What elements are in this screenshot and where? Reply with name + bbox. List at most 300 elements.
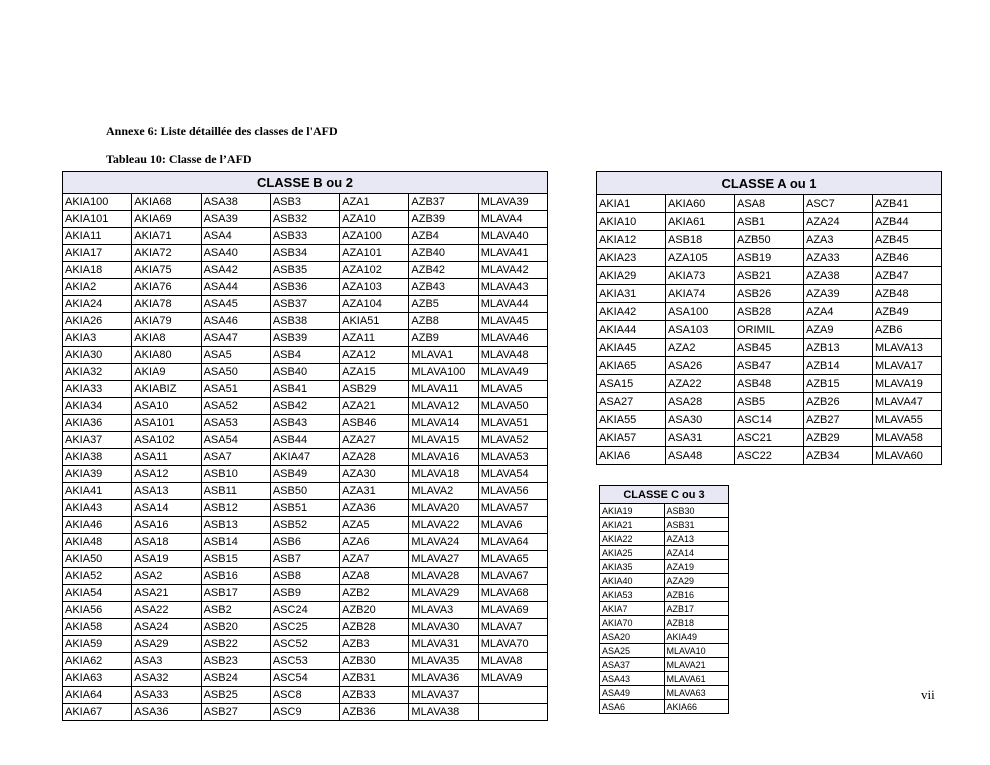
table-cell: MLAVA29 [409,585,478,602]
table-cell: AKIA31 [597,285,666,303]
table-cell: AKIA80 [132,347,201,364]
table-cell: ASB19 [735,249,804,267]
table-row [600,518,729,532]
table-cell: AKIA9 [132,364,201,381]
table-cell: AZA102 [340,262,409,279]
table-cell: AZB14 [804,357,873,375]
table-cell: AKIA23 [597,249,666,267]
table-cell: ASB51 [270,500,339,517]
table-cell: ASA13 [132,483,201,500]
table-cell: MLAVA18 [409,466,478,483]
table-cell: AZA21 [340,398,409,415]
table-cell: MLAVA63 [664,686,729,700]
table-row [597,285,942,303]
table-row [600,630,729,644]
table-cell: MLAVA4 [478,211,547,228]
table-cell: AKIA50 [63,551,132,568]
table-cell: ASC53 [270,653,339,670]
table-cell: AZB13 [804,339,873,357]
table-cell: ASA40 [201,245,270,262]
table-cell: AZA38 [804,267,873,285]
table-cell: AKIA26 [63,313,132,330]
table-cell: ASB1 [735,213,804,231]
table-cell: ASA37 [600,658,665,672]
table-cell: AKIA12 [597,231,666,249]
table-row [63,347,548,364]
table-cell: ASC52 [270,636,339,653]
table-cell: ASB28 [735,303,804,321]
table-cell: AKIA52 [63,568,132,585]
table-cell: ASA26 [666,357,735,375]
table-cell: AKIA67 [63,704,132,721]
table-row [63,636,548,653]
table-cell: ASA21 [132,585,201,602]
table-cell: ASA22 [132,602,201,619]
table-cell: AKIA25 [600,546,665,560]
table-cell: AKIA32 [63,364,132,381]
table-cell: AZB2 [340,585,409,602]
class-c-body [600,504,729,714]
table-cell: ASA43 [600,672,665,686]
table-cell: ASB42 [270,398,339,415]
table-row [63,704,548,721]
table-row [597,303,942,321]
table-cell: ASB10 [201,466,270,483]
table-cell: AZB41 [873,195,942,213]
table-cell: ASA16 [132,517,201,534]
table-cell: ASA19 [132,551,201,568]
table-cell: MLAVA56 [478,483,547,500]
table-cell: AZB47 [873,267,942,285]
table-cell: ASA29 [132,636,201,653]
table-cell: ASB25 [201,687,270,704]
table-cell: ASB46 [340,415,409,432]
table-cell: ASB48 [735,375,804,393]
table-row [63,296,548,313]
table-row [600,574,729,588]
table-cell: AZA1 [340,194,409,211]
table-cell: AZA10 [340,211,409,228]
table-cell: AKIA21 [600,518,665,532]
table-cell: MLAVA35 [409,653,478,670]
class-c-title: CLASSE C ou 3 [600,486,729,504]
table-cell: AZA29 [664,574,729,588]
table-row [600,658,729,672]
table-row [63,670,548,687]
table-cell: AZA28 [340,449,409,466]
table-cell: MLAVA57 [478,500,547,517]
table-cell: AKIA10 [597,213,666,231]
table-cell: MLAVA39 [478,194,547,211]
table-cell: MLAVA38 [409,704,478,721]
table-cell: AKIA61 [666,213,735,231]
table-cell: ASA24 [132,619,201,636]
table-cell: ASB21 [735,267,804,285]
table-row [600,672,729,686]
table-cell: MLAVA30 [409,619,478,636]
table-cell: AKIA100 [63,194,132,211]
page-number: vii [921,687,935,702]
table-cell: MLAVA65 [478,551,547,568]
table-row [63,211,548,228]
table-cell: AZB31 [340,670,409,687]
table-cell: AKIA68 [132,194,201,211]
table-cell: ASB20 [201,619,270,636]
table-cell: AKIA78 [132,296,201,313]
table-cell: AKIA38 [63,449,132,466]
table-cell: AKIA44 [597,321,666,339]
table-cell: ASA53 [201,415,270,432]
table-cell: ASB24 [201,670,270,687]
table-row [63,194,548,211]
table-cell: ASA15 [597,375,666,393]
table-cell: AZA31 [340,483,409,500]
table-cell: AKIA54 [63,585,132,602]
table-cell: AKIA33 [63,381,132,398]
table-cell: AZB4 [409,228,478,245]
table-cell: AKIA41 [63,483,132,500]
table-cell: ASA39 [201,211,270,228]
table-cell: MLAVA37 [409,687,478,704]
table-cell: AZB15 [804,375,873,393]
table-cell: ASA6 [600,700,665,714]
table-cell: ASA51 [201,381,270,398]
class-b-body [63,194,548,721]
table-row [600,602,729,616]
table-cell: AZA39 [804,285,873,303]
table-cell: AKIA18 [63,262,132,279]
table-row [600,546,729,560]
table-cell: AZB5 [409,296,478,313]
table-cell: AKIA48 [63,534,132,551]
table-row [63,432,548,449]
table-cell: ASB13 [201,517,270,534]
table-cell: MLAVA9 [478,670,547,687]
table-cell: MLAVA69 [478,602,547,619]
table-cell: ASA8 [735,195,804,213]
table-cell: AKIA36 [63,415,132,432]
table-cell: AZB30 [340,653,409,670]
table-row [63,585,548,602]
table-cell: AZA19 [664,560,729,574]
table-cell: MLAVA6 [478,517,547,534]
table-cell: AKIA11 [63,228,132,245]
table-cell: ASA20 [600,630,665,644]
table-cell: MLAVA5 [478,381,547,398]
table-cell: ASA4 [201,228,270,245]
table-cell: AKIA29 [597,267,666,285]
table-cell: ASA45 [201,296,270,313]
table-cell: MLAVA58 [873,429,942,447]
table-cell: ASA31 [666,429,735,447]
table-cell: MLAVA21 [664,658,729,672]
table-row [600,504,729,518]
table-cell: ASB22 [201,636,270,653]
table-cell: MLAVA67 [478,568,547,585]
table-cell: AZB49 [873,303,942,321]
table-row [597,411,942,429]
class-c-table [599,485,729,714]
table-cell: ASB14 [201,534,270,551]
table-cell: MLAVA44 [478,296,547,313]
table-cell: ASA44 [201,279,270,296]
table-cell: AKIA59 [63,636,132,653]
table-cell: MLAVA7 [478,619,547,636]
table-cell: ASB39 [270,330,339,347]
table-row [63,687,548,704]
table-cell: MLAVA61 [664,672,729,686]
table-cell: AKIA63 [63,670,132,687]
table-cell: AKIA60 [666,195,735,213]
table-cell: AKIA53 [600,588,665,602]
class-a-title: CLASSE A ou 1 [597,172,942,195]
table-cell: AZA12 [340,347,409,364]
table-cell: MLAVA24 [409,534,478,551]
table-cell: AZA24 [804,213,873,231]
table-cell: AZB39 [409,211,478,228]
table-cell: ASA28 [666,393,735,411]
table-cell: AKIA24 [63,296,132,313]
table-cell: ASB52 [270,517,339,534]
table-cell: AZA11 [340,330,409,347]
table-cell: AZA27 [340,432,409,449]
table-cell: ASA54 [201,432,270,449]
table-row [63,500,548,517]
table-cell: MLAVA16 [409,449,478,466]
table-cell: MLAVA51 [478,415,547,432]
table-cell: AZB28 [340,619,409,636]
table-cell: MLAVA17 [873,357,942,375]
table-cell: ASB43 [270,415,339,432]
table-cell: AKIA6 [597,447,666,465]
table-row [597,267,942,285]
table-cell: AKIA69 [132,211,201,228]
table-cell: ASA52 [201,398,270,415]
table-cell: AKIA65 [597,357,666,375]
table-cell: AZA105 [666,249,735,267]
table-cell: AZB42 [409,262,478,279]
table-cell: AZB45 [873,231,942,249]
table-cell: AZB37 [409,194,478,211]
table-cell: ASB47 [735,357,804,375]
table-row [63,551,548,568]
table-cell: ASA36 [132,704,201,721]
table-cell: ASC8 [270,687,339,704]
table-title: Tableau 10: Classe de l’AFD [106,152,252,166]
table-cell: MLAVA12 [409,398,478,415]
table-cell: ASC54 [270,670,339,687]
table-cell: AKIA56 [63,602,132,619]
table-row [597,357,942,375]
table-cell: ASB32 [270,211,339,228]
table-cell: ASB6 [270,534,339,551]
table-cell: AZA33 [804,249,873,267]
table-cell: AKIA58 [63,619,132,636]
table-row [597,249,942,267]
table-cell: AZA104 [340,296,409,313]
table-cell: ASA5 [201,347,270,364]
table-cell: ASA49 [600,686,665,700]
table-row [63,245,548,262]
table-cell: AZA4 [804,303,873,321]
table-cell: ASC24 [270,602,339,619]
table-cell: AZB3 [340,636,409,653]
table-cell: MLAVA48 [478,347,547,364]
table-cell: AKIA75 [132,262,201,279]
table-cell: ASB50 [270,483,339,500]
table-cell: ASB49 [270,466,339,483]
table-cell: ASB40 [270,364,339,381]
class-a-table [596,171,942,465]
table-cell: ASA101 [132,415,201,432]
table-row [63,619,548,636]
table-cell: ASA11 [132,449,201,466]
table-cell: MLAVA10 [664,644,729,658]
table-row [600,700,729,714]
table-cell: MLAVA28 [409,568,478,585]
table-cell: ASB4 [270,347,339,364]
table-cell: MLAVA43 [478,279,547,296]
class-b-title: CLASSE B ou 2 [63,172,548,194]
table-cell: MLAVA52 [478,432,547,449]
table-cell: AZB18 [664,616,729,630]
table-cell: ORIMIL [735,321,804,339]
table-cell: AZA13 [664,532,729,546]
table-row [597,375,942,393]
table-cell: MLAVA1 [409,347,478,364]
table-cell: ASB33 [270,228,339,245]
table-cell: AKIA1 [597,195,666,213]
table-cell: MLAVA54 [478,466,547,483]
table-row [600,560,729,574]
table-cell: AKIA51 [340,313,409,330]
table-cell: ASB36 [270,279,339,296]
table-cell: ASB5 [735,393,804,411]
table-cell: AZA6 [340,534,409,551]
table-cell: AZA103 [340,279,409,296]
table-cell: AKIA73 [666,267,735,285]
table-cell: AZB8 [409,313,478,330]
table-row [63,653,548,670]
table-cell: AZA2 [666,339,735,357]
table-row [600,616,729,630]
table-cell: ASA46 [201,313,270,330]
table-cell: AZA36 [340,500,409,517]
table-cell: AKIA39 [63,466,132,483]
table-row [63,330,548,347]
table-cell: AKIA37 [63,432,132,449]
annex-title: Annexe 6: Liste détaillée des classes de l'AFD [106,124,338,138]
table-cell: AKIA17 [63,245,132,262]
table-cell: AKIA2 [63,279,132,296]
table-cell: MLAVA40 [478,228,547,245]
table-cell: ASB41 [270,381,339,398]
table-row [63,398,548,415]
table-cell: AKIA101 [63,211,132,228]
table-cell: MLAVA27 [409,551,478,568]
table-cell: AZA30 [340,466,409,483]
table-cell: AZB34 [804,447,873,465]
table-cell: ASB2 [201,602,270,619]
table-cell: MLAVA13 [873,339,942,357]
table-cell: ASA42 [201,262,270,279]
table-row [63,517,548,534]
table-cell: AZB33 [340,687,409,704]
table-cell: AKIA7 [600,602,665,616]
table-cell: ASA38 [201,194,270,211]
table-cell: ASB37 [270,296,339,313]
table-cell: AZB46 [873,249,942,267]
table-row [600,532,729,546]
table-cell: AKIA3 [63,330,132,347]
table-cell: ASA33 [132,687,201,704]
table-cell: ASA3 [132,653,201,670]
table-cell: ASB29 [340,381,409,398]
table-row [600,588,729,602]
table-cell: ASA14 [132,500,201,517]
table-cell: AZB43 [409,279,478,296]
table-row [597,393,942,411]
table-row [63,228,548,245]
table-cell: MLAVA42 [478,262,547,279]
table-cell: ASA2 [132,568,201,585]
table-row [63,262,548,279]
table-row [63,602,548,619]
table-cell: ASA47 [201,330,270,347]
table-cell: ASA30 [666,411,735,429]
table-cell: MLAVA14 [409,415,478,432]
table-cell: MLAVA31 [409,636,478,653]
table-cell: MLAVA64 [478,534,547,551]
table-cell: ASB7 [270,551,339,568]
table-cell: ASA18 [132,534,201,551]
table-cell: ASB16 [201,568,270,585]
table-cell: AZB48 [873,285,942,303]
table-cell: AKIA46 [63,517,132,534]
table-cell: AKIA40 [600,574,665,588]
table-cell: ASB18 [666,231,735,249]
table-cell: AZB20 [340,602,409,619]
table-cell: AZA100 [340,228,409,245]
table-cell: ASA50 [201,364,270,381]
table-row [63,364,548,381]
table-cell: AKIA64 [63,687,132,704]
table-cell: ASB44 [270,432,339,449]
table-cell: ASB31 [664,518,729,532]
table-cell: AKIA45 [597,339,666,357]
table-cell: AZA22 [666,375,735,393]
table-cell: ASA103 [666,321,735,339]
table-cell [478,687,547,704]
table-cell: ASA27 [597,393,666,411]
table-cell: AKIA55 [597,411,666,429]
table-cell: MLAVA49 [478,364,547,381]
table-cell: AZA3 [804,231,873,249]
table-cell: AZB27 [804,411,873,429]
table-cell: ASA48 [666,447,735,465]
table-cell: AZB36 [340,704,409,721]
table-row [63,534,548,551]
table-cell: AZA8 [340,568,409,585]
table-cell: ASC25 [270,619,339,636]
table-row [63,466,548,483]
table-cell: ASB45 [735,339,804,357]
table-row [63,313,548,330]
table-cell: ASA100 [666,303,735,321]
table-cell: ASC22 [735,447,804,465]
table-cell [478,704,547,721]
table-cell: MLAVA22 [409,517,478,534]
